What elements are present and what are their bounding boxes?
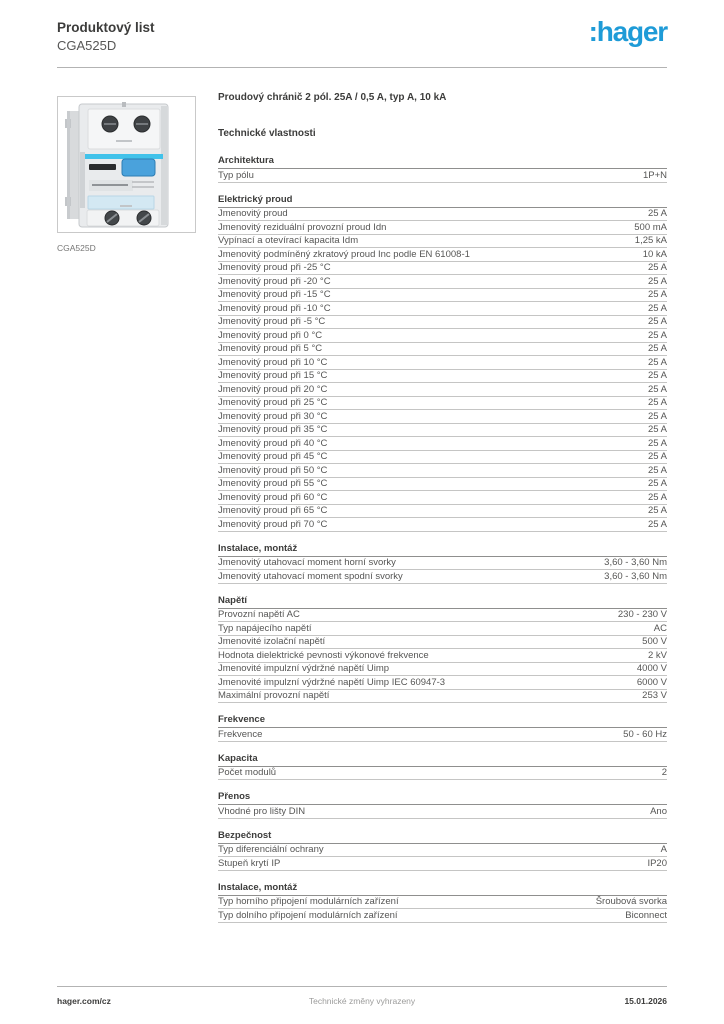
spec-section [218,194,667,532]
spec-value: Šroubová svorka [595,896,667,908]
spec-value: 25 A [647,370,667,382]
spec-value: 2 kV [647,649,667,661]
spec-label: Provozní napětí AC [218,609,300,621]
spec-label: Jmenovitý proud při 70 °C [218,518,328,530]
spec-label: Jmenovitý proud při 35 °C [218,424,328,436]
product-image [57,96,196,233]
spec-label: Jmenovitý proud při -15 °C [218,289,331,301]
footer-date: 15.01.2026 [624,996,667,1006]
spec-label: Typ horního připojení modulárních zařízení [218,896,399,908]
spec-row [218,663,667,677]
spec-value: 25 A [647,397,667,409]
spec-value: 4000 V [636,663,667,675]
spec-label: Jmenovitý proud při 60 °C [218,491,328,503]
spec-value: 25 A [647,410,667,422]
spec-value: 253 V [642,690,667,702]
section-heading: Přenos [218,791,667,805]
spec-label: Jmenovitý proud při 0 °C [218,329,323,341]
spec-label: Vhodné pro lišty DIN [218,805,306,817]
spec-row [218,451,667,465]
spec-row [218,356,667,370]
spec-label: Jmenovitý proud při 55 °C [218,478,328,490]
spec-row [218,896,667,910]
spec-row [218,397,667,411]
spec-section [218,714,667,742]
spec-row [218,649,667,663]
spec-row [218,424,667,438]
spec-row [218,289,667,303]
spec-label: Jmenovitý proud při 5 °C [218,343,323,355]
spec-section [218,753,667,781]
section-heading: Architektura [218,155,667,169]
spec-value: 25 A [647,343,667,355]
section-heading: Instalace, montáž [218,543,667,557]
spec-value: 10 kA [642,248,667,260]
spec-row [218,383,667,397]
spec-value: 25 A [647,275,667,287]
spec-label: Jmenovitý proud při -10 °C [218,302,331,314]
spec-row [218,235,667,249]
spec-row [218,518,667,532]
spec-label: Hodnota dielektrické pevnosti výkonové frekvence [218,649,429,661]
spec-value: 230 - 230 V [617,609,667,621]
technical-properties-heading: Technické vlastnosti [218,128,316,139]
spec-value: 1P+N [642,169,667,181]
spec-row [218,767,667,781]
spec-label: Typ napájecího napětí [218,622,312,634]
spec-label: Maximální provozní napětí [218,690,330,702]
spec-row [218,248,667,262]
spec-label: Vypínací a otevírací kapacita Idm [218,235,359,247]
spec-value: 25 A [647,478,667,490]
spec-value: A [660,844,667,856]
product-code: CGA525D [57,38,117,53]
spec-value: Biconnect [625,909,667,921]
spec-value: 25 A [647,424,667,436]
spec-value: 500 mA [634,221,667,233]
spec-label: Jmenovitý proud při -5 °C [218,316,326,328]
spec-label: Jmenovitý proud při 45 °C [218,451,328,463]
spec-row [218,491,667,505]
rcd-breaker-illustration [58,97,195,232]
spec-row [218,221,667,235]
section-heading: Bezpečnost [218,830,667,844]
spec-label: Typ diferenciální ochrany [218,844,324,856]
header-divider [57,67,667,68]
spec-label: Jmenovité impulzní výdržné napětí Uimp [218,663,390,675]
section-heading: Elektrický proud [218,194,667,208]
spec-value: 25 A [647,302,667,314]
spec-value: 1,25 kA [634,235,667,247]
spec-row [218,557,667,571]
spec-row [218,857,667,871]
spec-row [218,343,667,357]
spec-value: 25 A [647,437,667,449]
spec-label: Jmenovitý proud při -20 °C [218,275,331,287]
spec-label: Jmenovitý proud při 40 °C [218,437,328,449]
spec-value: 25 A [647,491,667,503]
spec-label: Jmenovité izolační napětí [218,636,326,648]
section-heading: Instalace, montáž [218,882,667,896]
spec-value: 3,60 - 3,60 Nm [604,557,667,569]
spec-value: 25 A [647,505,667,517]
spec-label: Jmenovitý proud při 50 °C [218,464,328,476]
spec-value: 25 A [647,383,667,395]
spec-label: Jmenovitý reziduální provozní proud Idn [218,221,387,233]
spec-value: IP20 [647,857,667,869]
spec-label: Typ pólu [218,169,254,181]
spec-row [218,909,667,923]
spec-row [218,622,667,636]
spec-value: 25 A [647,208,667,220]
spec-value: 25 A [647,518,667,530]
spec-row [218,464,667,478]
spec-label: Jmenovitý podmíněný zkratový proud Inc podle EN 61008-1 [218,248,470,260]
spec-row [218,505,667,519]
spec-label: Jmenovitý proud při 65 °C [218,505,328,517]
spec-value: 25 A [647,451,667,463]
spec-section [218,791,667,819]
spec-label: Jmenovitý proud [218,208,288,220]
spec-value: 6000 V [636,676,667,688]
section-heading: Napětí [218,595,667,609]
hager-logo: :hager [588,16,667,47]
spec-section [218,155,667,183]
spec-section [218,830,667,871]
spec-value: 25 A [647,329,667,341]
spec-row [218,609,667,623]
section-heading: Kapacita [218,753,667,767]
doc-type-title: Produktový list [57,20,155,35]
footer-notice: Technické změny vyhrazeny [308,996,416,1006]
spec-row [218,805,667,819]
spec-value: 3,60 - 3,60 Nm [604,570,667,582]
spec-label: Jmenovité impulzní výdržné napětí Uimp IEC 60947-3 [218,676,446,688]
spec-value: 25 A [647,289,667,301]
spec-section [218,595,667,704]
spec-value: 25 A [647,356,667,368]
spec-value: 2 [661,767,667,779]
spec-row [218,676,667,690]
spec-label: Jmenovitý proud při 30 °C [218,410,328,422]
spec-row [218,208,667,222]
spec-label: Stupeň krytí IP [218,857,281,869]
spec-value: 500 V [642,636,667,648]
spec-row [218,169,667,183]
spec-row [218,262,667,276]
page-footer [57,986,667,1018]
spec-section [218,543,667,584]
spec-row [218,478,667,492]
spec-section [218,882,667,923]
spec-value: 50 - 60 Hz [623,728,667,740]
spec-row [218,275,667,289]
section-heading: Frekvence [218,714,667,728]
spec-row [218,302,667,316]
spec-row [218,844,667,858]
spec-value: 25 A [647,316,667,328]
spec-row [218,329,667,343]
spec-label: Jmenovitý utahovací moment horní svorky [218,557,396,569]
spec-label: Frekvence [218,728,263,740]
spec-value: AC [653,622,667,634]
spec-label: Počet modulů [218,767,277,779]
spec-label: Jmenovitý utahovací moment spodní svorky [218,570,403,582]
spec-row [218,728,667,742]
spec-row [218,437,667,451]
spec-row [218,690,667,704]
spec-value: 25 A [647,464,667,476]
spec-value: Ano [650,805,667,817]
spec-label: Jmenovitý proud při 20 °C [218,383,328,395]
spec-value: 25 A [647,262,667,274]
spec-row [218,636,667,650]
product-image-caption: CGA525D [57,243,96,253]
spec-row [218,370,667,384]
spec-label: Jmenovitý proud při -25 °C [218,262,331,274]
spec-sections [218,155,667,923]
spec-label: Jmenovitý proud při 10 °C [218,356,328,368]
spec-row [218,410,667,424]
spec-row [218,570,667,584]
product-title: Proudový chránič 2 pól. 25A / 0,5 A, typ A, 10 kA [218,92,447,103]
footer-website-link[interactable]: hager.com/cz [57,996,111,1006]
spec-label: Jmenovitý proud při 15 °C [218,370,328,382]
spec-label: Typ dolního připojení modulárních zařízení [218,909,398,921]
spec-label: Jmenovitý proud při 25 °C [218,397,328,409]
spec-row [218,316,667,330]
